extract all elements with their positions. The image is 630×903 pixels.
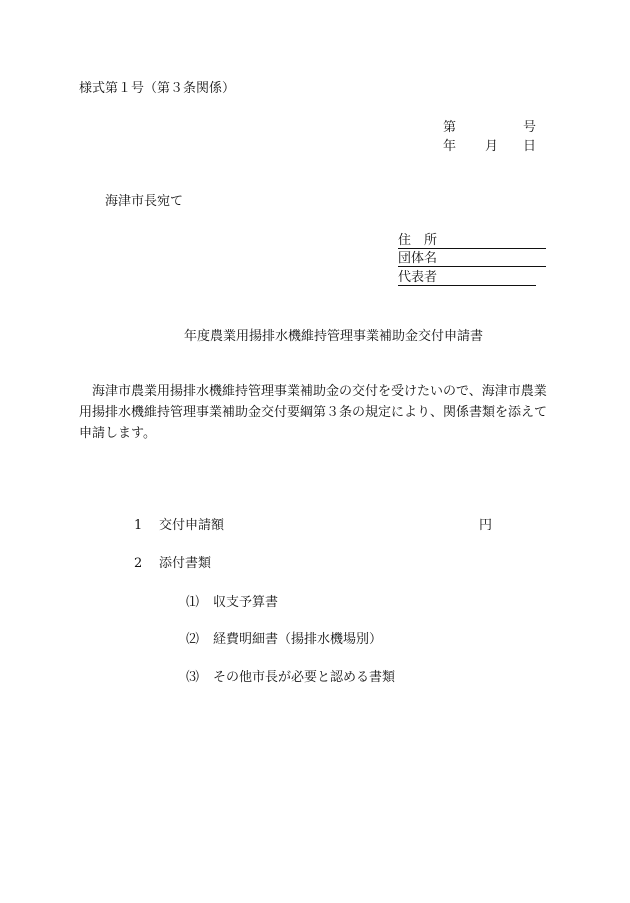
attachment-3-label: その他市長が必要と認める書類 bbox=[213, 670, 396, 685]
address-field bbox=[398, 234, 546, 249]
item-1-label: 交付申請額 bbox=[159, 518, 225, 533]
attachment-2-label: 経費明細書（揚排水機場別） bbox=[213, 632, 383, 647]
rep-label: 代表者 bbox=[398, 270, 438, 285]
rep-field bbox=[398, 271, 536, 286]
date-day: 日 bbox=[523, 139, 537, 154]
item-2-label: 添付書類 bbox=[159, 556, 212, 571]
attachment-1-label: 収支予算書 bbox=[213, 595, 279, 610]
doc-number-prefix: 第 bbox=[443, 120, 457, 135]
org-label: 団体名 bbox=[398, 251, 438, 266]
form-number: 様式第１号（第３条関係） bbox=[79, 81, 236, 96]
document-title: 年度農業用揚排水機維持管理事業補助金交付申請書 bbox=[184, 329, 484, 344]
body-line-1: 海津市農業用揚排水機維持管理事業補助金の交付を受けたいので、海津市農業 bbox=[92, 384, 547, 399]
item-2-number: 2 bbox=[134, 556, 143, 571]
attachment-1-number: ⑴ bbox=[186, 595, 200, 610]
attachment-3-number: ⑶ bbox=[186, 670, 200, 685]
item-1-number: 1 bbox=[134, 518, 143, 533]
date-year: 年 bbox=[443, 139, 457, 154]
address-underline bbox=[398, 248, 546, 249]
addressee: 海津市長宛て bbox=[105, 194, 184, 209]
body-line-2: 用揚排水機維持管理事業補助金交付要綱第３条の規定により、関係書類を添えて bbox=[79, 405, 548, 420]
attachment-2-number: ⑵ bbox=[186, 632, 200, 647]
item-1-unit: 円 bbox=[479, 518, 493, 533]
rep-underline bbox=[398, 285, 536, 286]
body-paragraph bbox=[79, 381, 561, 444]
org-underline bbox=[398, 266, 546, 267]
date-month: 月 bbox=[485, 139, 499, 154]
body-line-3: 申請します。 bbox=[79, 426, 156, 441]
org-field bbox=[398, 252, 546, 267]
address-label: 住 所 bbox=[398, 233, 438, 248]
doc-number-suffix: 号 bbox=[523, 120, 537, 135]
